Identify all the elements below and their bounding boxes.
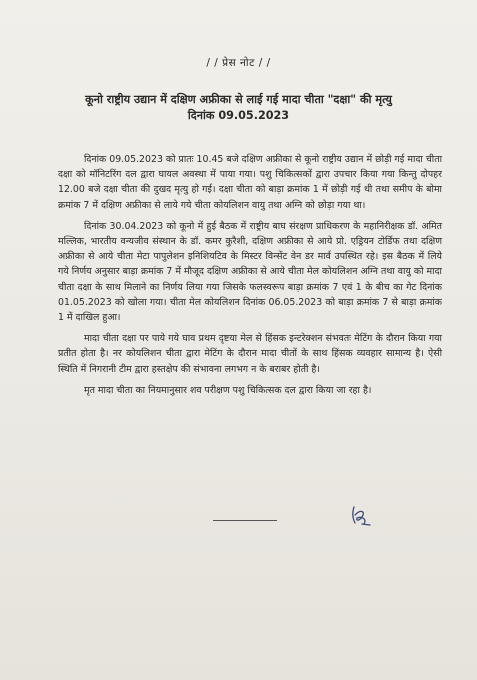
press-note-header: / / प्रेस नोट / /: [206, 57, 271, 69]
paragraph-4: मृत मादा चीता का नियमानुसार शव परीक्षण पशु चिकित्सक दल द्वारा किया जा रहा है।: [84, 384, 372, 396]
title-line-1: कूनो राष्ट्रीय उद्यान में दक्षिण अफ्रीका से लाई गई मादा चीता "दक्षा" की मृत्यु: [85, 93, 392, 106]
signature-line: [213, 520, 277, 521]
document-body: [58, 152, 442, 404]
document-title: [40, 92, 437, 124]
paragraph-2: दिनांक 30.04.2023 को कूनो में हुई बैठक में राष्ट्रीय बाघ संरक्षण प्राधिकरण के महानिरीक्षक डॉ. अमित मल्लिक, भारतीय वन्यजीव संस्थान के डॉ. कमर कुरैशी, दक्षिण अफ्रीका से आये प्रो. एड्रियन टोर्डिफ तथा दक्षिण अफ्रीका से आये चीता मेटा पापुलेशन इनिशियटिव के मिस्टर विन्सेंट वेन डर मार्व उपस्थित रहे। इस बैठक में लिये गये निर्णय अनुसार बाड़ा क्रमांक 7 में मौजूद दक्षिण अफ्रीका से आये चीता मेल कोयलिशन अग्नि तथा वायु को मादा चीता दक्षा के साथ मिलाने का निर्णय लिया गया जिसके फलस्वरूप बाड़ा क्रमांक 7 एवं 1 के बीच का गेट दिनांक 01.05.2023 को खोला गया। चीता मेल कोयलिशन दिनांक 06.05.2023 को बाड़ा क्रमांक 7 से बाड़ा क्रमांक 1 में दाखिल हुआ।: [58, 220, 442, 324]
paragraph-3: मादा चीता दक्षा पर पाये गये घाव प्रथम दृष्टया मेल से हिंसक इन्टरेक्शन संभवतः मेटिंग के दौरान किया गया प्रतीत होता है। नर कोयलिशन चीता द्वारा मेटिंग के दौरान मादा चीतों के साथ हिंसक व्यवहार सामान्य है। ऐसी स्थिति में निगरानी टीम द्वारा हस्तक्षेप की संभावना लगभग न के बराबर होती है।: [58, 333, 442, 375]
paragraph-1: दिनांक 09.05.2023 को प्रातः 10.45 बजे दक्षिण अफ्रीका से कूनो राष्ट्रीय उद्यान में छोड़ी गई मादा चीता दक्षा को मॉनिटरिंग दल द्वारा घायल अवस्था में पाया गया। पशु चिकित्सकों द्वारा उपचार किया गया किन्तु दोपहर 12.00 बजे दक्षा चीता की दुखद मृत्यु हो गई। दक्षा चीता को बाड़ा क्रमांक 1 में छोड़ी गई थी तथा समीप के बोमा क्रमांक 7 में दक्षिण अफ्रीका से लाये गये चीता कोयलिशन वायु तथा अग्नि को छोड़ा गया था।: [58, 154, 442, 211]
title-date: दिनांक 09.05.2023: [187, 109, 290, 122]
handwritten-signature: [348, 503, 374, 533]
